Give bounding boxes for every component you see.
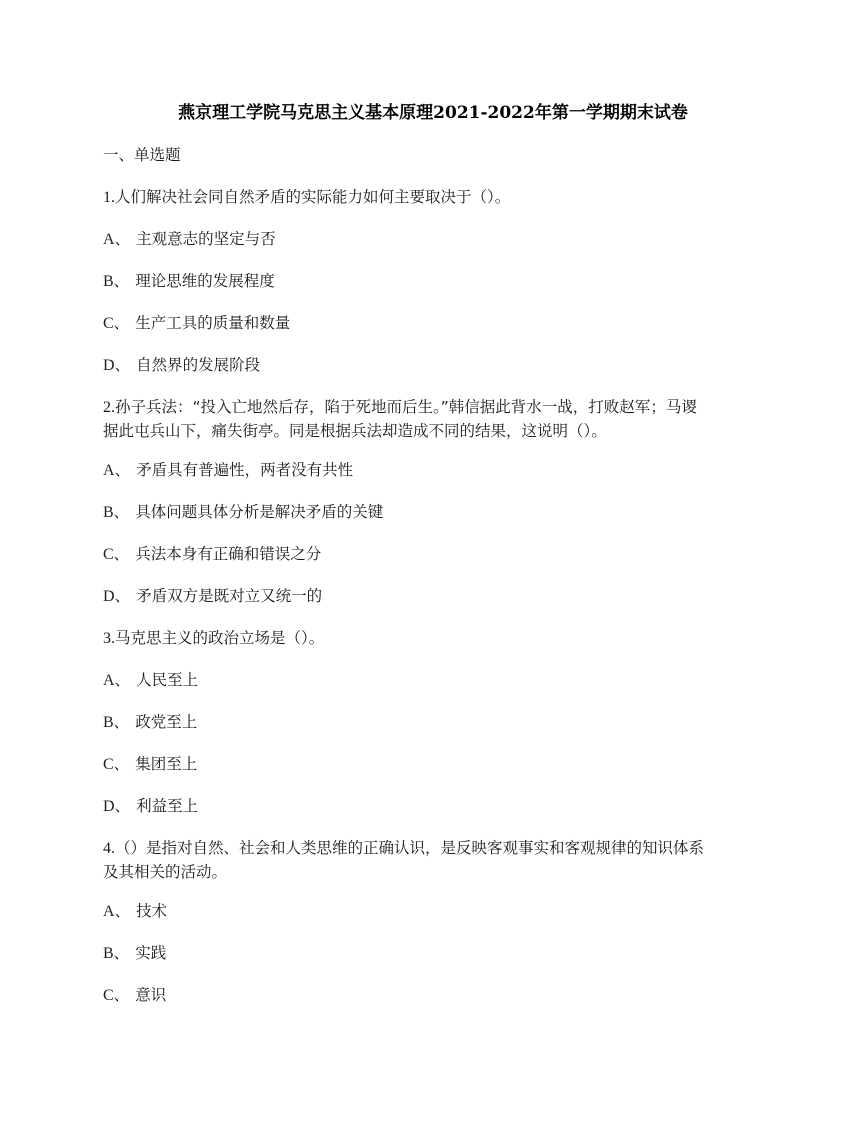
question-4-line-1 (103, 836, 704, 861)
option-letter: C (103, 315, 114, 332)
question-2-option-d (103, 584, 322, 609)
question-1 (103, 185, 510, 210)
option-separator: 、 (114, 797, 131, 815)
question-2-line-2: 据此屯兵山下，痛失街亭。同是根据兵法却造成不同的结果，这说明（）。 (103, 422, 607, 440)
question-text: 孙子兵法：“投入亡地然后存，陷于死地而后生。”韩信据此背水一战，打败赵军；马谡 (115, 398, 697, 416)
option-letter: C (103, 546, 114, 563)
option-separator: 、 (113, 713, 130, 731)
document-title: 燕京理工学院马克思主义基本原理2021-2022年第一学期期末试卷 (178, 103, 688, 123)
option-separator: 、 (113, 272, 130, 290)
question-1-option-a (103, 227, 276, 252)
question-4-option-c (103, 983, 166, 1008)
question-4-line-2: 及其相关的活动。 (103, 863, 228, 881)
question-2-option-a (103, 458, 353, 483)
option-letter: A (103, 903, 115, 920)
option-separator: 、 (114, 902, 131, 920)
option-letter: B (103, 714, 114, 731)
option-text: 实践 (135, 944, 167, 962)
option-letter: C (103, 756, 114, 773)
question-2-line-1 (103, 395, 697, 420)
question-1-option-b (103, 269, 275, 294)
option-separator: 、 (114, 587, 131, 605)
question-number: 1. (103, 189, 115, 206)
option-text: 意识 (135, 986, 167, 1004)
option-text: 技术 (136, 902, 168, 920)
question-3-option-a (103, 668, 198, 693)
option-separator: 、 (114, 230, 131, 248)
option-text: 具体问题具体分析是解决矛盾的关键 (135, 503, 384, 521)
option-text: 矛盾双方是既对立又统一的 (136, 587, 323, 605)
option-text: 主观意志的坚定与否 (136, 230, 276, 248)
question-1-option-c (103, 311, 290, 336)
question-text: 人们解决社会同自然矛盾的实际能力如何主要取决于（）。 (115, 188, 511, 206)
option-separator: 、 (114, 356, 131, 374)
option-text: 政党至上 (135, 713, 198, 731)
section-heading: 一、单选题 (103, 146, 181, 164)
question-3-option-b (103, 710, 197, 735)
option-letter: A (103, 672, 115, 689)
option-separator: 、 (113, 503, 130, 521)
question-4-option-a (103, 899, 167, 924)
question-text: （）是指对自然、社会和人类思维的正确认识，是反映客观事实和客观规律的知识体系 (115, 839, 705, 857)
option-letter: D (103, 588, 115, 605)
option-text: 生产工具的质量和数量 (135, 314, 291, 332)
option-text: 自然界的发展阶段 (136, 356, 261, 374)
option-separator: 、 (113, 545, 130, 563)
option-text: 集团至上 (135, 755, 198, 773)
question-number: 3. (103, 630, 115, 647)
question-1-option-d (103, 353, 260, 378)
option-text: 人民至上 (136, 671, 199, 689)
option-separator: 、 (113, 944, 130, 962)
option-letter: B (103, 945, 114, 962)
option-text: 利益至上 (136, 797, 199, 815)
option-separator: 、 (113, 755, 130, 773)
question-3 (103, 626, 324, 651)
question-2-option-c (103, 542, 321, 567)
question-3-option-d (103, 794, 198, 819)
option-letter: B (103, 504, 114, 521)
question-text: 马克思主义的政治立场是（）。 (115, 629, 325, 647)
question-number: 2. (103, 399, 115, 416)
option-text: 理论思维的发展程度 (135, 272, 275, 290)
option-letter: A (103, 231, 115, 248)
option-letter: A (103, 462, 115, 479)
option-text: 兵法本身有正确和错误之分 (135, 545, 322, 563)
question-3-option-c (103, 752, 197, 777)
option-letter: B (103, 273, 114, 290)
option-text: 矛盾具有普遍性，两者没有共性 (136, 461, 354, 479)
question-number: 4. (103, 840, 115, 857)
option-letter: C (103, 987, 114, 1004)
question-4-option-b (103, 941, 166, 966)
question-2-option-b (103, 500, 383, 525)
option-separator: 、 (114, 461, 131, 479)
option-letter: D (103, 357, 115, 374)
option-separator: 、 (114, 671, 131, 689)
option-letter: D (103, 798, 115, 815)
option-separator: 、 (113, 986, 130, 1004)
option-separator: 、 (113, 314, 130, 332)
